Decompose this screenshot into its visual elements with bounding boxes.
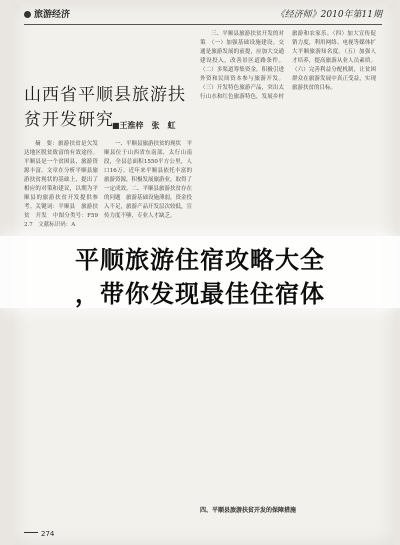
body-column-mid bbox=[104, 140, 192, 495]
running-header bbox=[24, 6, 382, 25]
abstract-column bbox=[24, 140, 98, 495]
page-number: 274 bbox=[24, 530, 54, 538]
section-text: 旅游经济 bbox=[34, 10, 71, 20]
section-label bbox=[24, 6, 70, 24]
banner-headline-line2: ，带你发现最佳住宿体 bbox=[75, 280, 325, 308]
article-title: 山西省平顺县旅游扶贫开发研究 bbox=[24, 85, 186, 130]
journal-label: 《经济师》2010年第11期 bbox=[275, 10, 382, 20]
body-text-right: 三、平顺县旅游扶贫开发的对策 （一）加强基础设施建设。交通是旅游发展的前提，应加大交通建设投入，改善景区道路条件。（二）多渠道筹集资金，积极引进外资和民间资本参与旅游开发。（三）开发特色旅游产品，突出太行山水和红色旅游特色，发展乡村旅游和农家乐。（四）加大宣传促销力度，利用网络、电视等媒体扩大平顺旅游知名度。（五）加强人才培养，提高旅游从业人员素质。（六）完善利益分配机制，让贫困群众在旅游发展中真正受益，实现旅游扶贫的目标。 bbox=[200, 31, 376, 100]
body-text-mid: 一、平顺县旅游扶贫的现状 平顺县位于山西省东南部，太行山南段，全县总面积1550平方公里，人口16万。近年来平顺县依托丰富的旅游资源，积极发展旅游业，取得了一定成效。二、平顺县旅游扶贫存在的问题 旅游基础设施薄弱，资金投入不足，旅游产品开发层次较低，宣传力度不够，专业人才缺乏。 bbox=[104, 141, 192, 219]
banner-headline-line1: 平顺旅游住宿攻略大全 bbox=[75, 246, 325, 274]
abstract-text: 摘 要：旅游扶贫是欠发达地区脱贫致富的有效途径。平顺县是一个贫困县，旅游资源丰富。文章在分析平顺县旅游扶贫现状的基础上，提出了相应的对策和建议，以期为平顺县的旅游扶贫开发提供参考。关键词：平顺县 旅游扶贫 开发 中图分类号：F592.7 文献标识码：A bbox=[24, 141, 98, 228]
bullet-icon bbox=[24, 11, 31, 18]
article-authors: ■王淮梓 张 虹 bbox=[112, 121, 176, 130]
section-subheading: 四、平顺县旅游扶贫开发的保障措施 bbox=[200, 507, 297, 514]
